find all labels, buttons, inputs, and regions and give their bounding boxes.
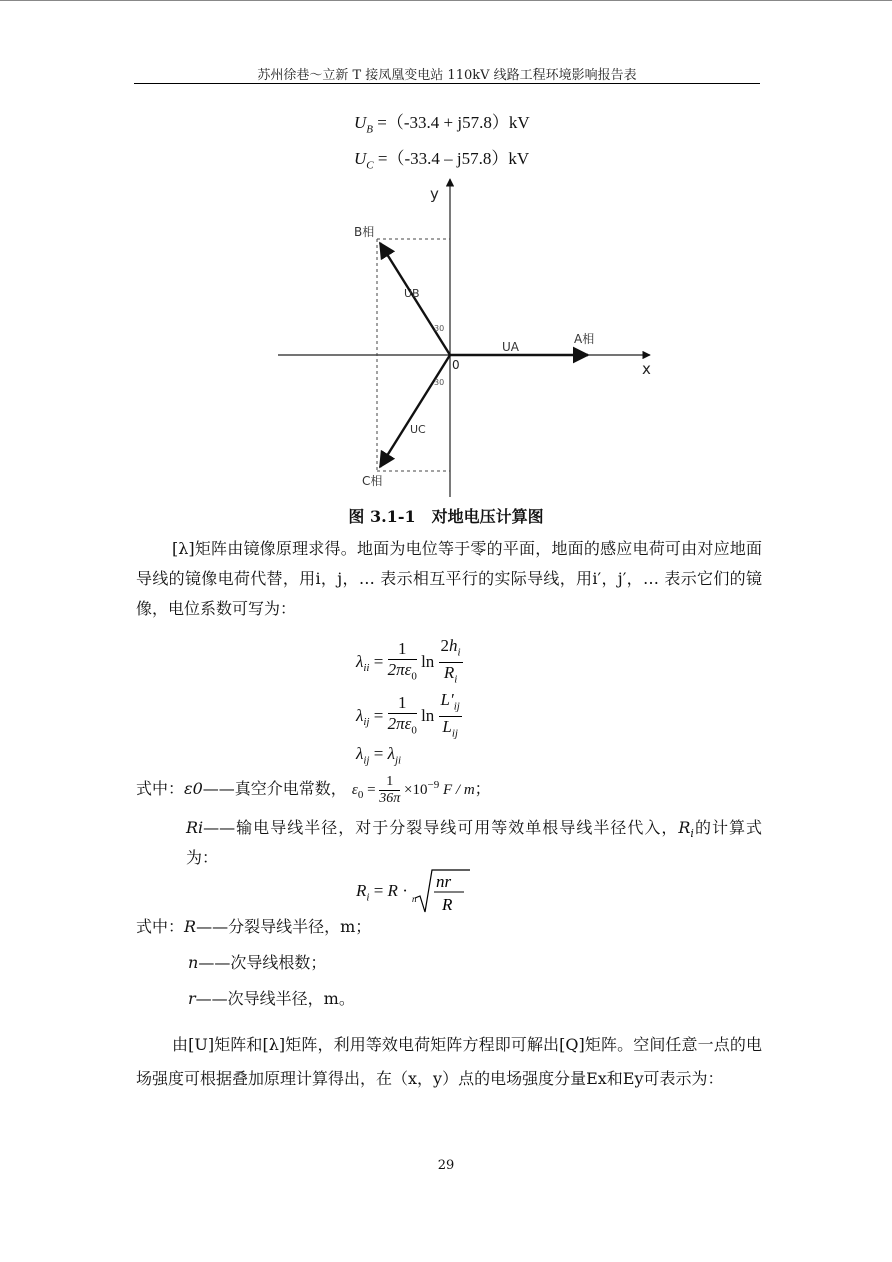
origin-label: 0 — [452, 358, 460, 372]
page-header: 苏州徐巷～立新 T 接凤凰变电站 110kV 线路工程环境影响报告表 — [257, 68, 637, 83]
top-border — [0, 0, 892, 1]
paragraph-image-method: [λ]矩阵由镜像原理求得。地面为电位等于零的平面，地面的感应电荷可由对应地面导线的镜像电荷代替，用i，j，… 表示相互平行的实际导线，用i′，j′，… 表示它们的镜像，电位系数可写为： — [136, 539, 762, 618]
formula-ri: $R_i = R$ · n nr R — [356, 868, 472, 916]
uc-label: UC — [410, 423, 426, 436]
header-rule — [134, 83, 760, 84]
n-definition: n——次导线根数； — [188, 953, 327, 972]
a-phase-label: A相 — [574, 332, 595, 346]
ub-label: UB — [404, 287, 420, 300]
ua-label: UA — [502, 340, 519, 354]
paragraph-field-strength: 由[U]矩阵和[λ]矩阵，利用等效电荷矩阵方程即可解出[Q]矩阵。空间任意一点的电场强度可根据叠加原理计算得出，在（x，y）点的电场强度分量Ex和Ey可表示为： — [136, 1035, 762, 1088]
equation-uc: $U_C =(-33.4 - j57.8)kV$ — [354, 149, 530, 172]
svg-text:n: n — [412, 894, 417, 904]
ri-definition: Ri——输电导线半径，对于分裂导线可用等效单根导线半径代入，$R_i$的计算式为： — [186, 818, 762, 868]
angle-bottom-label: 30 — [434, 378, 445, 387]
svg-text:nr: nr — [436, 872, 452, 891]
b-phase-label: B相 — [354, 225, 375, 239]
r-definition: 式中：R——分裂导线半径，m； — [136, 917, 372, 936]
small-r-definition: r——次导线半径，m。 — [188, 989, 355, 1008]
equation-ub: $U_B =(-33.4 + j57.8)kV$ — [354, 113, 530, 136]
formula-lambda-ii: $\lambda_{ii}$ = $\frac{1}{2\pi\varepsilon_0}$ ln $\frac{2h_i}{R_i}$ — [356, 636, 461, 686]
page-number: 29 — [437, 1158, 455, 1173]
c-phase-label: C相 — [362, 474, 383, 488]
voltage-phasor-diagram — [270, 175, 670, 500]
formula-lambda-ij: $\lambda_{ij}$ = $\frac{1}{2\pi\varepsilon_0}$ ln $\frac{L'_{ij}}{L_{ij}}$ — [356, 690, 460, 740]
figure-caption: 图 3.1-1 对地电压计算图 — [348, 507, 544, 526]
axis-x-label: x — [642, 360, 651, 378]
angle-top-label: 30 — [434, 324, 445, 333]
formula-lambda-symmetric: $\lambda_{ij} = \lambda_{ji}$ — [356, 744, 402, 767]
axis-y-label: y — [430, 185, 439, 203]
svg-text:R: R — [442, 895, 453, 914]
phasor-uc — [380, 355, 450, 467]
epsilon-definition: 式中：ε0——真空介电常数， $\varepsilon_0$ = $\frac{1}{36\pi}$ $\times 10^{-9}$ F / m； — [136, 774, 491, 806]
nth-root-formula — [412, 868, 472, 916]
